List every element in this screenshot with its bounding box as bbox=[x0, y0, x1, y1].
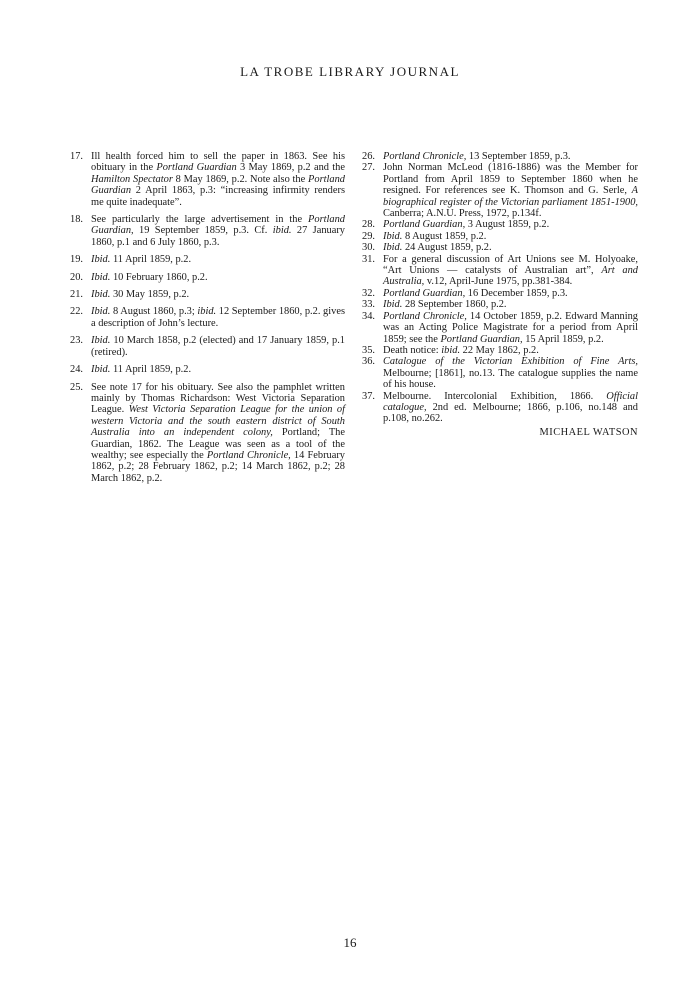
footnote-37 bbox=[362, 391, 638, 425]
footnote-number: 20. bbox=[70, 271, 83, 283]
footnote-text: Death notice: ibid. 22 May 1862, p.2. bbox=[383, 344, 539, 356]
footnote-text: Ibid. 8 August 1860, p.3; ibid. 12 September 1860, p.2. gives a description of John’s lecture. bbox=[91, 306, 345, 329]
author-signature: MICHAEL WATSON bbox=[539, 426, 638, 438]
footnote-number: 35. bbox=[362, 344, 375, 356]
footnote-number: 34. bbox=[362, 310, 375, 322]
footnote-text: Ibid. 10 March 1858, p.2 (elected) and 17 January 1859, p.1 (retired). bbox=[91, 335, 345, 358]
footnote-text: Catalogue of the Victorian Exhibition of Fine Arts, Melbourne; [1861], no.13. The catalogue supplies the name of his house. bbox=[383, 356, 638, 391]
footnote-number: 36. bbox=[362, 356, 375, 368]
footnote-number: 23. bbox=[70, 335, 83, 347]
footnote-text: Ibid. 8 August 1859, p.2. bbox=[383, 230, 487, 242]
footnote-17 bbox=[70, 151, 345, 208]
footnote-32 bbox=[362, 288, 638, 299]
footnote-number: 18. bbox=[70, 214, 83, 226]
footnote-number: 31. bbox=[362, 253, 375, 265]
footnote-number: 27. bbox=[362, 162, 375, 174]
footnote-number: 29. bbox=[362, 230, 375, 242]
footnote-29 bbox=[362, 231, 638, 242]
footnote-27 bbox=[362, 162, 638, 219]
footnote-text: Ibid. 11 April 1859, p.2. bbox=[91, 254, 192, 266]
footnote-22 bbox=[70, 306, 345, 329]
footnote-text: Ibid. 24 August 1859, p.2. bbox=[383, 242, 492, 254]
footnote-36 bbox=[362, 356, 638, 390]
footnote-text: Ibid. 10 February 1860, p.2. bbox=[91, 271, 208, 283]
running-header: LA TROBE LIBRARY JOURNAL bbox=[240, 64, 460, 79]
footnote-text: Portland Chronicle, 14 October 1859, p.2. Edward Manning was an Acting Police Magistrate for a period from April 1859; see the Portland Guardian, 15 April 1859, p.2. bbox=[383, 310, 638, 345]
footnote-number: 22. bbox=[70, 306, 83, 318]
footnote-text: Ibid. 28 September 1860, p.2. bbox=[383, 299, 507, 311]
footnote-number: 30. bbox=[362, 242, 375, 254]
footnote-text: Portland Chronicle, 13 September 1859, p.3. bbox=[383, 151, 571, 162]
footnote-text: See particularly the large advertisement in the Portland Guardian, 19 September 1859, p.3. Cf. ibid. 27 January 1860, p.1 and 6 July 1860, p.3. bbox=[91, 214, 345, 248]
footnote-number: 24. bbox=[70, 364, 83, 376]
footnote-text: John Norman McLeod (1816-1886) was the Member for Portland from April 1859 to September 1860 when he resigned. For references see K. Thomson and G. Serle, A biographical register of the Victorian parliament 1851-1900, Canberra; A.N.U. Press, 1972, p.134f. bbox=[383, 162, 638, 220]
footnote-text: Ibid. 11 April 1859, p.2. bbox=[91, 364, 192, 376]
footnote-number: 37. bbox=[362, 390, 375, 402]
footnote-26 bbox=[362, 151, 638, 162]
footnote-33 bbox=[362, 299, 638, 310]
notes-column-left bbox=[70, 151, 345, 490]
footnote-28 bbox=[362, 219, 638, 230]
footnote-number: 19. bbox=[70, 254, 83, 266]
footnote-text: Portland Guardian, 3 August 1859, p.2. bbox=[383, 219, 550, 231]
footnote-number: 28. bbox=[362, 219, 375, 231]
footnote-text: Portland Guardian, 16 December 1859, p.3. bbox=[383, 287, 568, 299]
footnote-30 bbox=[362, 242, 638, 253]
footnote-34 bbox=[362, 311, 638, 345]
footnote-text: Ibid. 30 May 1859, p.2. bbox=[91, 289, 190, 301]
footnote-35 bbox=[362, 345, 638, 356]
footnote-number: 33. bbox=[362, 299, 375, 311]
footnote-20 bbox=[70, 272, 345, 283]
footnote-text: Melbourne. Intercolonial Exhibition, 1866. Official catalogue, 2nd ed. Melbourne; 1866, p.106, no.148 and p.108, no.262. bbox=[383, 390, 638, 425]
footnote-number: 25. bbox=[70, 381, 83, 393]
footnote-24 bbox=[70, 364, 345, 375]
footnote-number: 17. bbox=[70, 151, 83, 162]
notes-column-right bbox=[362, 151, 638, 438]
footnote-23 bbox=[70, 335, 345, 358]
footnote-number: 21. bbox=[70, 289, 83, 301]
footnote-31 bbox=[362, 254, 638, 288]
page-number: 16 bbox=[343, 935, 357, 950]
footnote-19 bbox=[70, 254, 345, 265]
footnote-number: 26. bbox=[362, 151, 375, 162]
footnote-number: 32. bbox=[362, 287, 375, 299]
footnote-25 bbox=[70, 382, 345, 485]
footnote-text: Ill health forced him to sell the paper in 1863. See his obituary in the Portland Guardian 3 May 1869, p.2 and the Hamilton Spectator 8 May 1869, p.2. Note also the Portland Guardian 2 April 1863, p.3: “increasing infirmity renders me quite inadequate”. bbox=[91, 151, 345, 208]
footnote-21 bbox=[70, 289, 345, 300]
footnote-text: For a general discussion of Art Unions see M. Holyoake, “Art Unions — catalysts of Australian art”, Art and Australia, v.12, April-June 1975, pp.381-384. bbox=[383, 253, 638, 288]
footnote-text: See note 17 for his obituary. See also the pamphlet written mainly by Thomas Richardson: West Victoria Separation League. West Victoria Separation League for the union of western Victoria and the south eastern district of South Australia into an independent colony, Portland; The Guardian, 1862. The League was seen as a tool of the wealthy; see especially the Portland Chronicle, 14 February 1862, p.2; 28 February 1862, p.2; 14 March 1862, p.2; 28 March 1862, p.2. bbox=[91, 381, 345, 484]
footnote-18 bbox=[70, 214, 345, 248]
